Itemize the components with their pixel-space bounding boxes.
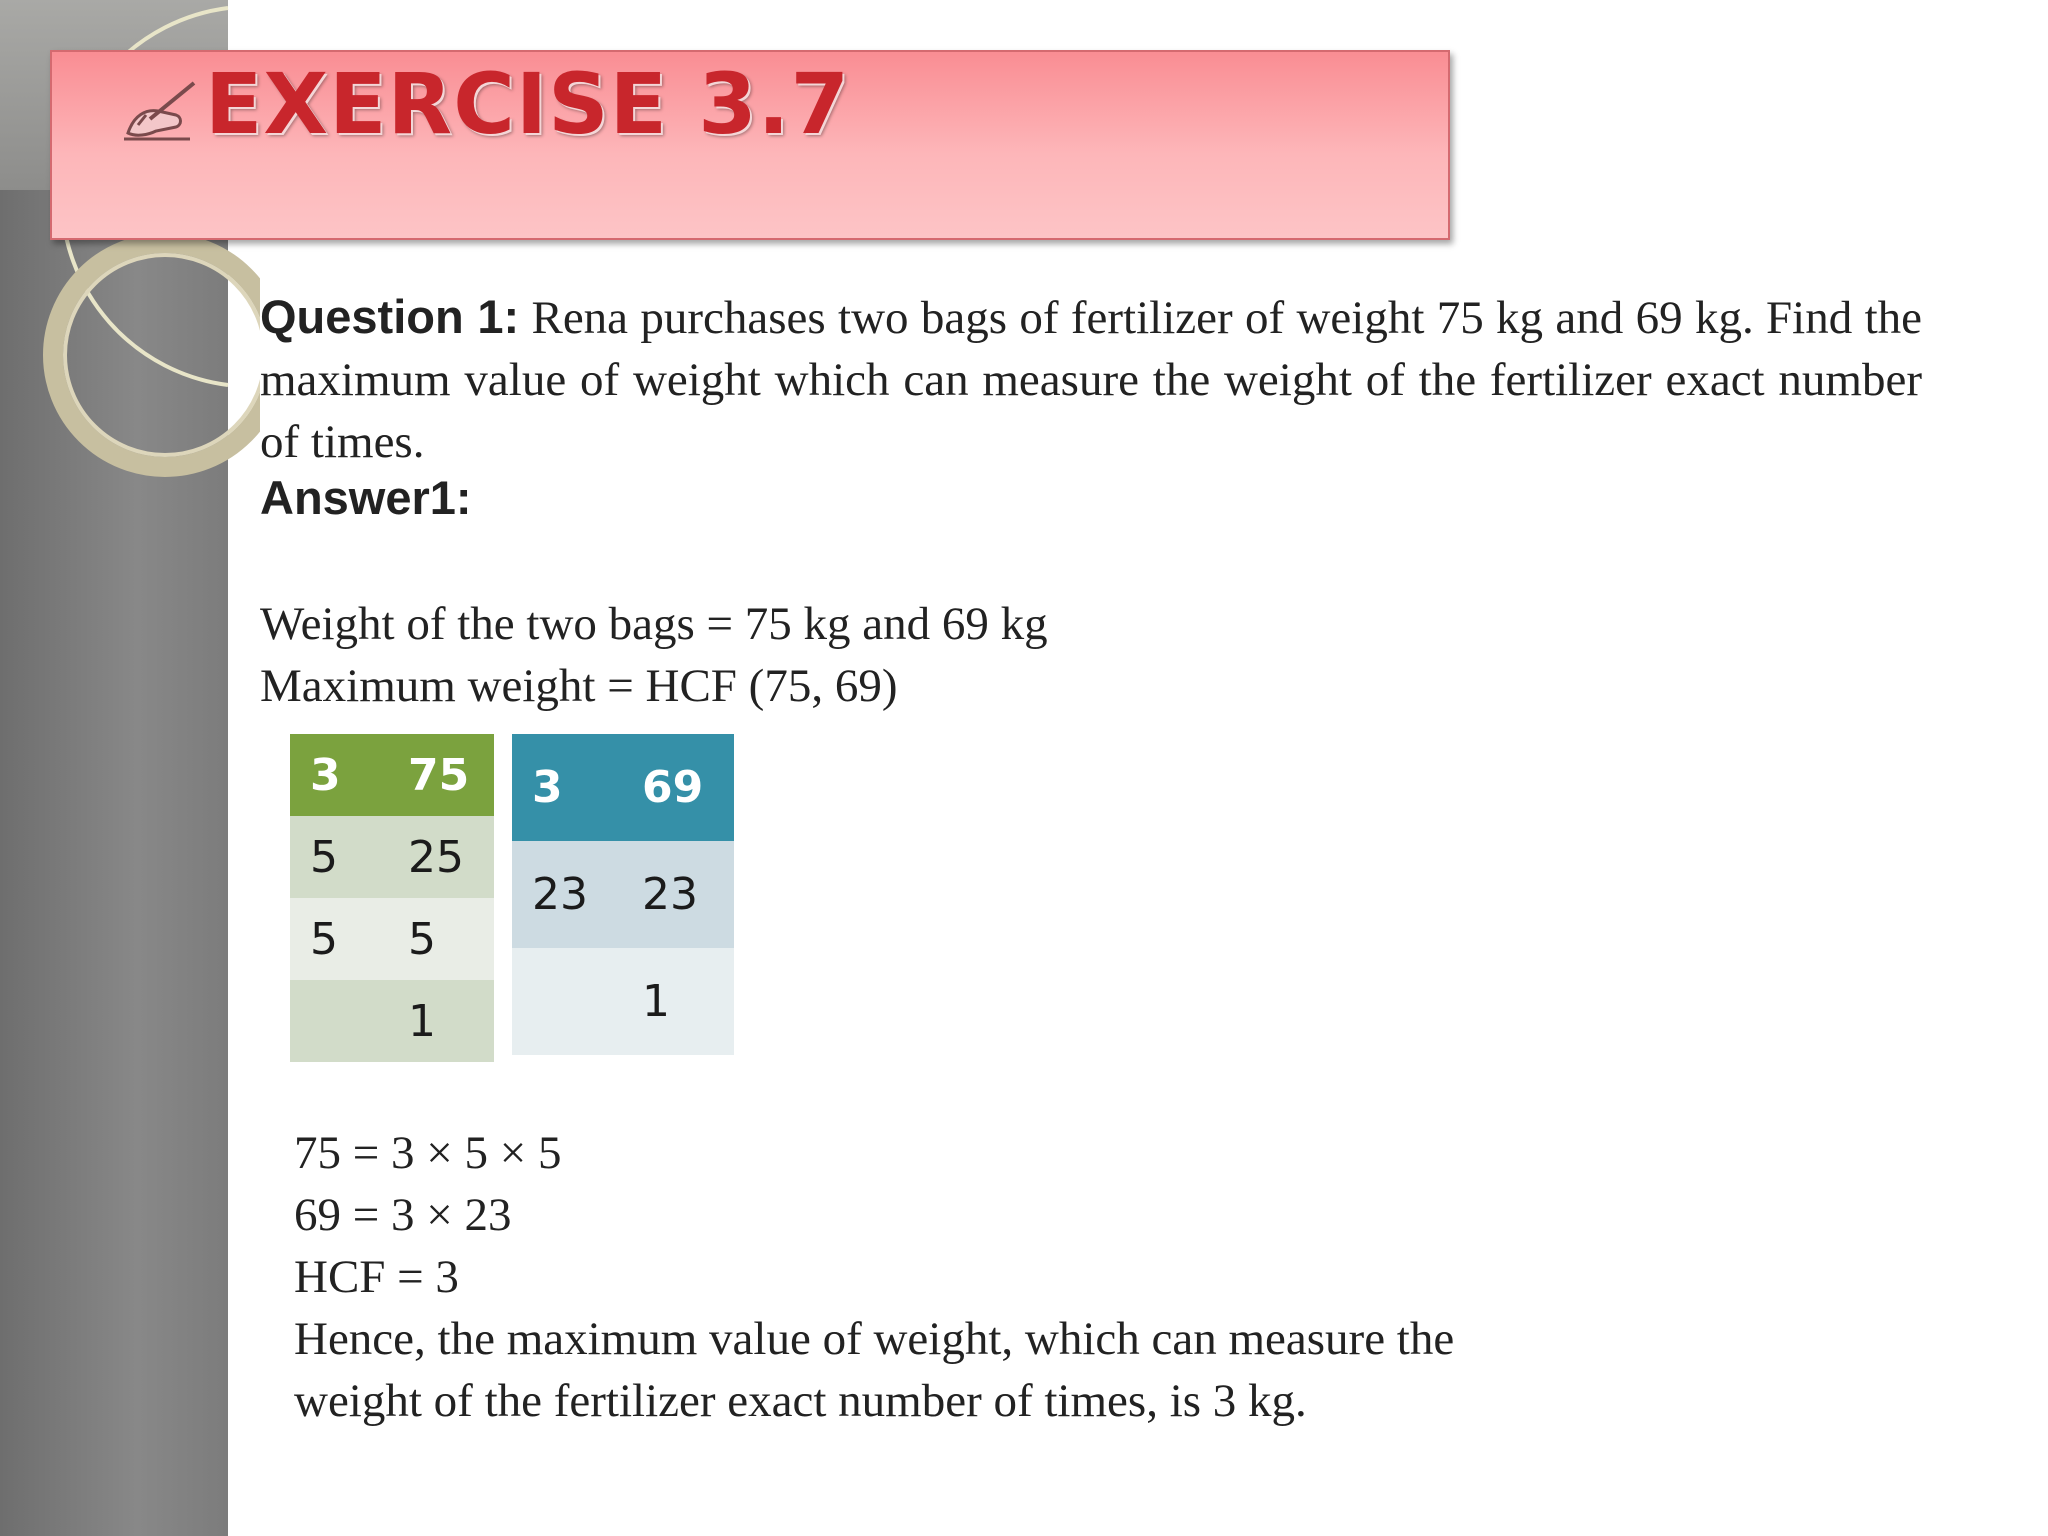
table-row — [290, 816, 494, 898]
conclusion-line-2: weight of the fertilizer exact number of times, is 3 kg. — [294, 1375, 1307, 1427]
table-cell: 25 — [388, 816, 494, 898]
hcf-result: HCF = 3 — [294, 1251, 459, 1303]
table-cell: 75 — [388, 734, 494, 816]
question-label: Question 1: — [260, 290, 520, 343]
factorization-69: 69 = 3 × 23 — [294, 1189, 512, 1241]
division-table-69 — [512, 734, 734, 1055]
table-cell: 23 — [512, 841, 622, 948]
table-row — [290, 980, 494, 1062]
table-cell: 1 — [622, 948, 734, 1055]
table-cell: 5 — [290, 816, 388, 898]
hcf-expression-line: Maximum weight = HCF (75, 69) — [260, 660, 898, 712]
table-cell: 5 — [290, 898, 388, 980]
question-paragraph — [260, 286, 1922, 473]
slide-title: EXERCISE 3.7 — [205, 55, 851, 153]
table-row — [290, 898, 494, 980]
writing-hand-icon — [120, 75, 200, 145]
inner-ring-highlight — [65, 255, 260, 455]
answer-label: Answer1: — [260, 471, 472, 524]
table-cell: 3 — [290, 734, 388, 816]
table-cell: 69 — [622, 734, 734, 841]
table-row — [512, 734, 734, 841]
table-cell: 1 — [388, 980, 494, 1062]
table-row — [290, 734, 494, 816]
table-cell — [290, 980, 388, 1062]
table-cell: 3 — [512, 734, 622, 841]
given-weights-line: Weight of the two bags = 75 kg and 69 kg — [260, 598, 1048, 650]
division-table-75 — [290, 734, 494, 1062]
table-cell — [512, 948, 622, 1055]
question-text: Rena purchases two bags of fertilizer of weight 75 kg and 69 kg. Find the maximum value of weight which can measure the weight of the fertilizer exact number of times. — [260, 292, 1922, 468]
table-row — [512, 841, 734, 948]
table-row — [512, 948, 734, 1055]
conclusion-line-1: Hence, the maximum value of weight, which can measure the — [294, 1313, 1455, 1365]
table-cell: 23 — [622, 841, 734, 948]
factorization-75: 75 = 3 × 5 × 5 — [294, 1127, 562, 1179]
table-cell: 5 — [388, 898, 494, 980]
